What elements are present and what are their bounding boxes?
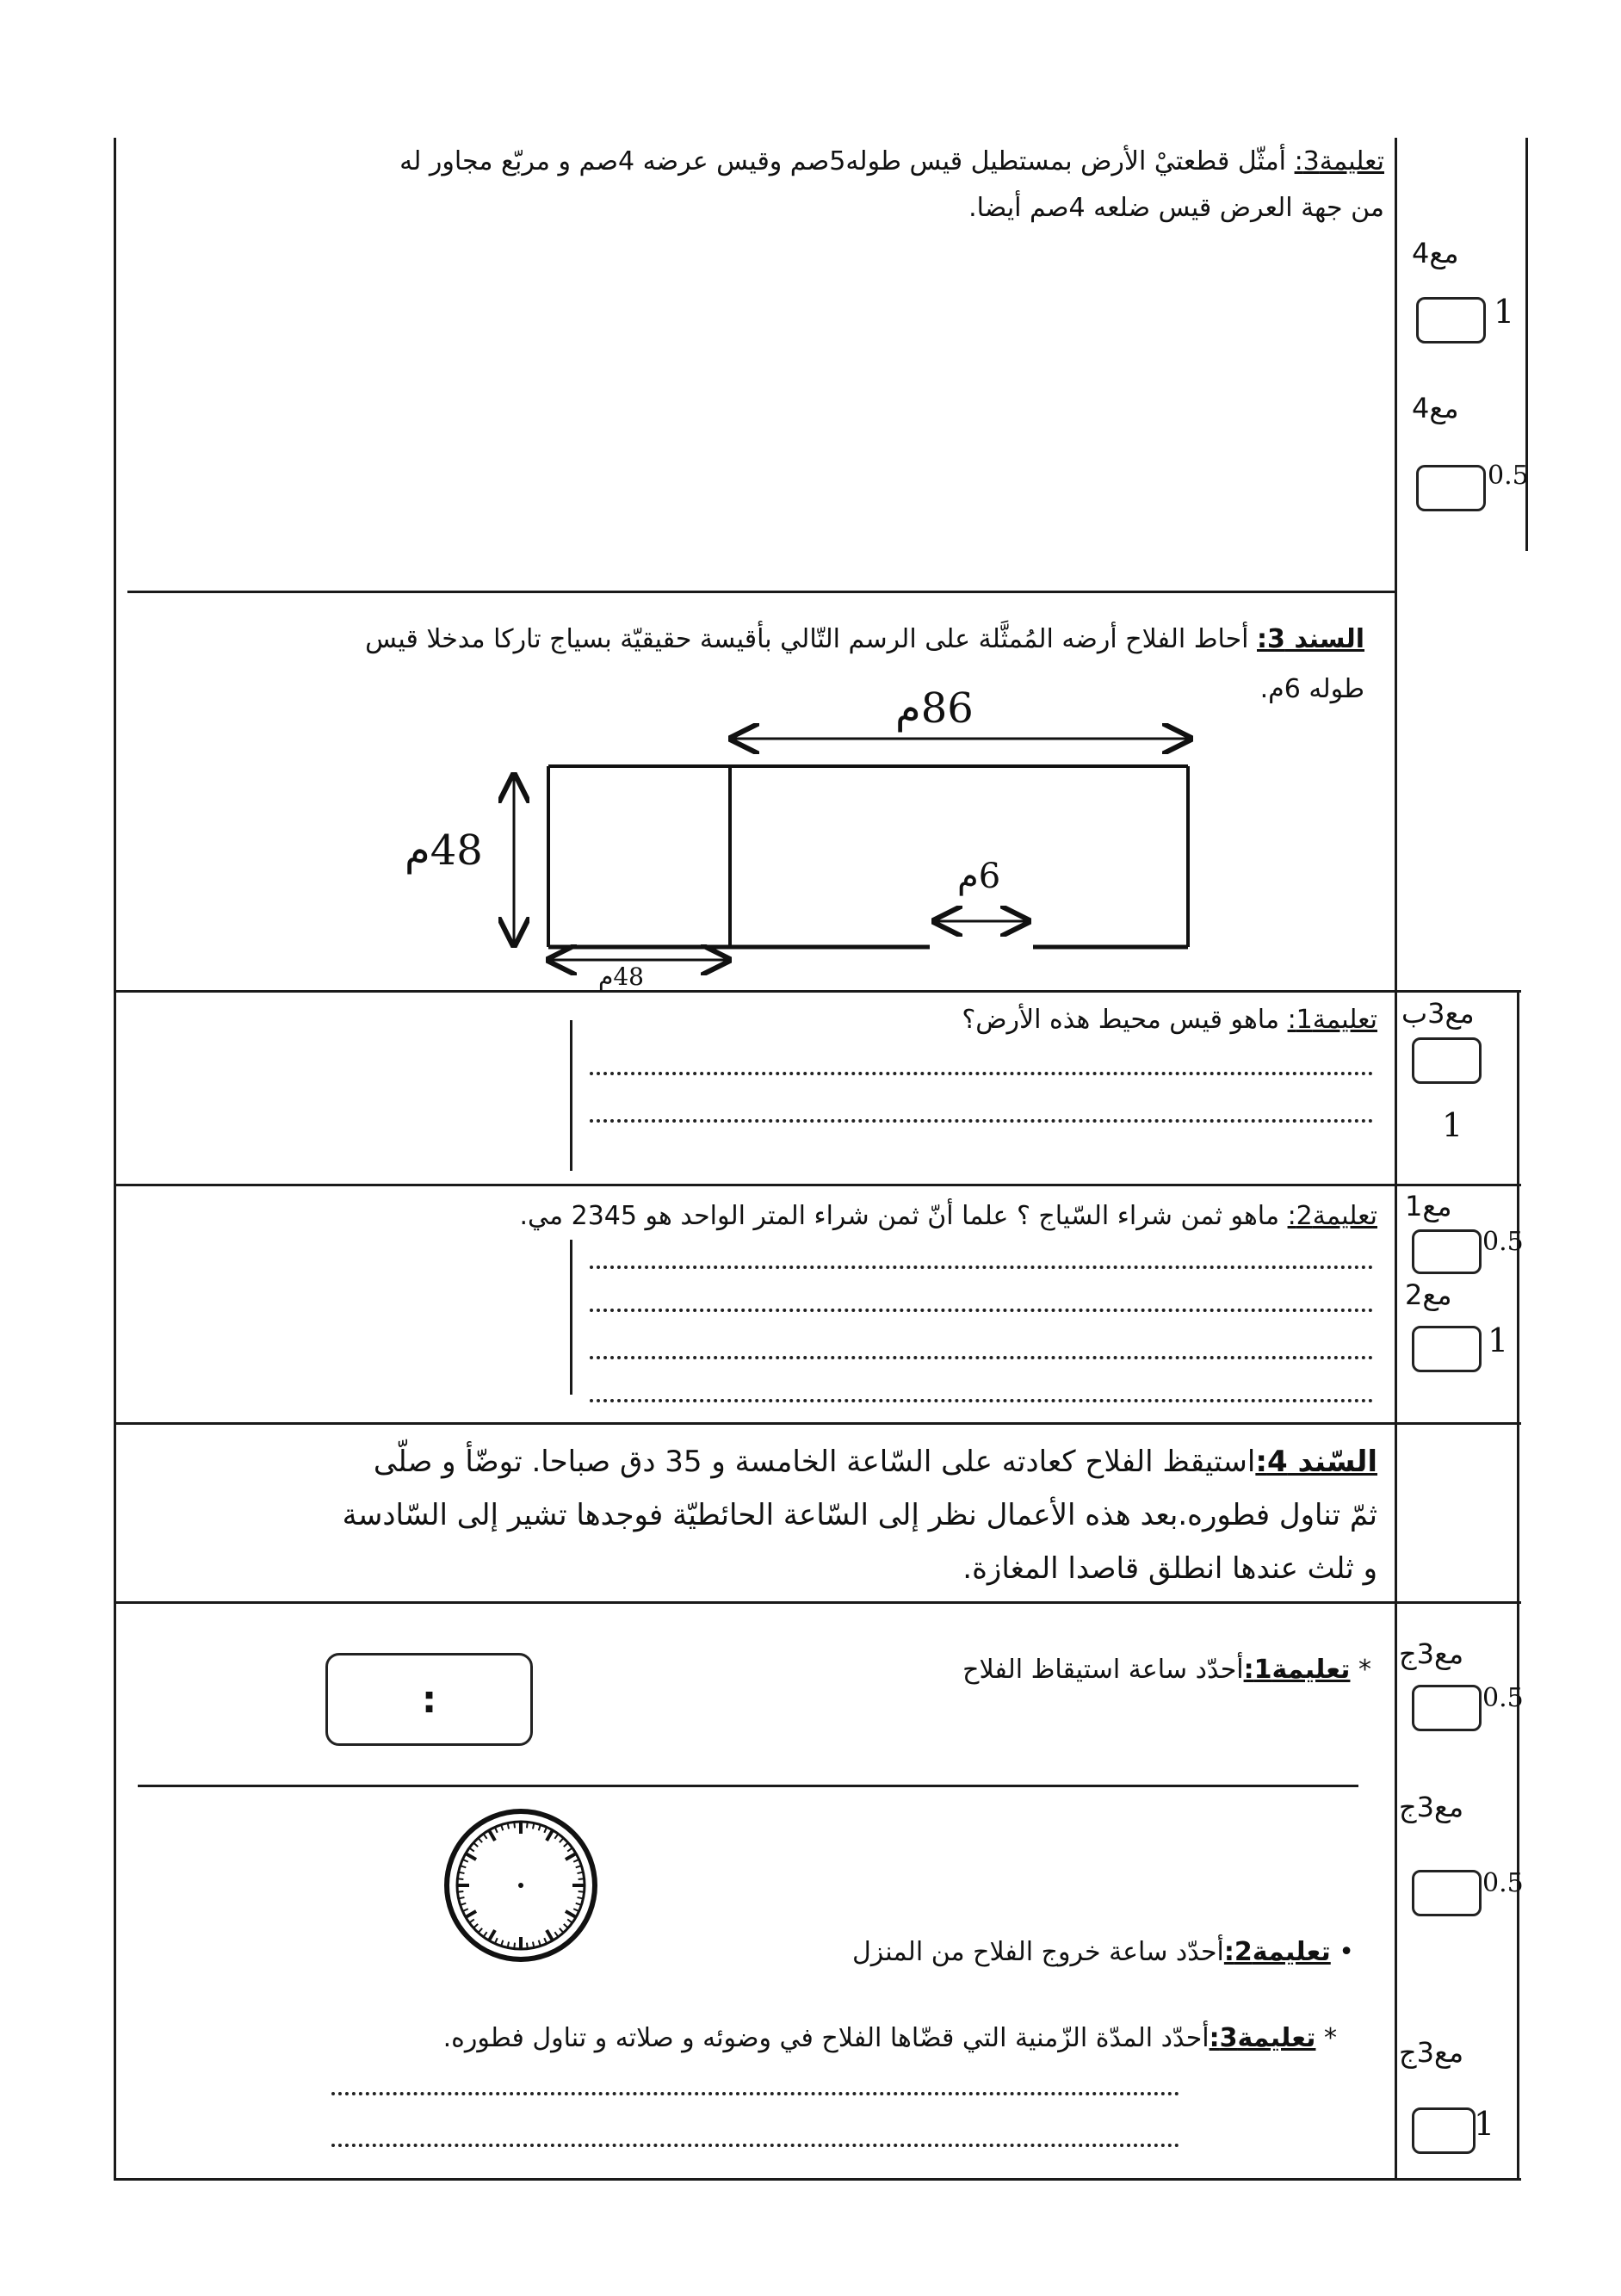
- margin-criterion-1: مع4: [1412, 237, 1459, 269]
- q2-score-2: 1: [1488, 1321, 1509, 1359]
- t1-text: أحدّد ساعة استيقاظ الفلاح: [962, 1655, 1244, 1685]
- q1-score-box[interactable]: [1412, 1037, 1482, 1084]
- land-diagram: [379, 702, 1222, 994]
- left-width-label: 48م: [405, 826, 483, 875]
- t1-score-box[interactable]: [1412, 1685, 1482, 1731]
- t3-answer-line-1[interactable]: [331, 2092, 1179, 2095]
- support4-label: السّند 4:: [1255, 1445, 1377, 1479]
- score-value-2: 0.5: [1488, 461, 1529, 491]
- task3-line2: من جهة العرض قيس ضلعه 4صم أيضا.: [968, 193, 1384, 223]
- q1-criterion: مع3ب: [1401, 997, 1475, 1030]
- q2-prefix: تعليمة2:: [1287, 1201, 1377, 1231]
- q2-answer-line-3[interactable]: [590, 1356, 1373, 1359]
- support4-line1: [374, 1436, 1377, 1488]
- q1-text: ماهو قيس محيط هذه الأرض؟: [962, 1005, 1288, 1035]
- clock-tick: [458, 1891, 463, 1892]
- t2-criterion: مع3ج: [1399, 1791, 1464, 1823]
- t1-bullet: *: [1358, 1655, 1371, 1685]
- support3-line1: [365, 616, 1364, 664]
- support4-line3: و ثلث عندها انطلق قاصدا المغازة.: [962, 1551, 1377, 1586]
- score-box-2[interactable]: [1416, 465, 1486, 511]
- wake-time-answer-box[interactable]: [325, 1653, 533, 1746]
- q1-prefix: تعليمة1:: [1287, 1005, 1377, 1035]
- clock-tick: [578, 1897, 583, 1898]
- clock-tick: [508, 1824, 509, 1829]
- clock-tick: [533, 1942, 534, 1947]
- support4-text: استيقظ الفلاح كعادته على السّاعة الخامسة و 35 دق صباحا. توضّأ و صلّى: [373, 1445, 1256, 1479]
- q2-criterion-2: مع2: [1405, 1278, 1452, 1311]
- t1-prefix: تعليمة1:: [1243, 1655, 1351, 1685]
- q2-line: [519, 1192, 1377, 1241]
- score-value-1: 1: [1494, 293, 1515, 331]
- gap-label: 6م: [957, 857, 1001, 896]
- task3-prefix: تعليمة3:: [1294, 146, 1384, 176]
- clock-tick: [458, 1878, 463, 1879]
- t2-text: أحدّد ساعة خروج الفلاح من المنزل: [851, 1937, 1224, 1967]
- separator-before-support4: [114, 1422, 1521, 1425]
- clock-tick: [578, 1878, 584, 1879]
- task3-line1: [399, 138, 1384, 186]
- q1-answer-divider: [570, 1020, 572, 1171]
- t2-score-box[interactable]: [1412, 1870, 1482, 1916]
- t2-score: 0.5: [1482, 1868, 1524, 1898]
- t3-score: 1: [1474, 2105, 1495, 2143]
- clock-tick: [527, 1823, 528, 1828]
- t3-criterion: مع3ج: [1399, 2036, 1464, 2069]
- clock-tick: [508, 1942, 509, 1947]
- t2-prefix: تعليمة2:: [1223, 1937, 1331, 1967]
- score-box-1[interactable]: [1416, 297, 1486, 343]
- clock-tick: [578, 1891, 584, 1892]
- t1-line: [962, 1646, 1371, 1694]
- q1-line: [962, 996, 1377, 1044]
- clock-tick: [460, 1897, 465, 1898]
- t3-text: أحدّد المدّة الزّمنية التي قضّاها الفلاح في وضوئه و صلاته و تناول فطوره.: [442, 2023, 1210, 2053]
- q1-answer-line-2[interactable]: [590, 1119, 1373, 1123]
- q2-score-box-1[interactable]: [1412, 1229, 1482, 1274]
- q1-answer-line-1[interactable]: [590, 1072, 1373, 1075]
- t2-line: [852, 1928, 1354, 1977]
- frame-bottom-border: [114, 2178, 1521, 2181]
- frame-left-border: [114, 138, 116, 2178]
- wall-clock[interactable]: [443, 1808, 598, 1963]
- t3-score-box[interactable]: [1412, 2107, 1476, 2154]
- t3-line: [443, 2014, 1337, 2063]
- clock-tick: [527, 1943, 528, 1948]
- q1-score: 1: [1442, 1106, 1463, 1144]
- t3-bullet: *: [1324, 2023, 1337, 2053]
- q2-criterion-1: مع1: [1405, 1190, 1452, 1222]
- separator-after-support4: [114, 1601, 1521, 1604]
- q2-score-box-2[interactable]: [1412, 1326, 1482, 1372]
- q2-answer-line-2[interactable]: [590, 1309, 1373, 1312]
- bottom-square-label: 48م: [598, 962, 644, 991]
- t2-bullet: •: [1339, 1937, 1354, 1967]
- support3-text: أحاط الفلاح أرضه المُمثَّلة على الرسم التّالي بأقيسة حقيقيّة بسياج تاركا مدخلا قيس: [365, 624, 1258, 654]
- support3-line2: طوله 6م.: [1259, 674, 1364, 704]
- support4-line2: ثمّ تناول فطوره.بعد هذه الأعمال نظر إلى السّاعة الحائطيّة فوجدها تشير إلى السّادسة: [342, 1498, 1377, 1532]
- clock-tick: [514, 1823, 515, 1828]
- q2-text: ماهو ثمن شراء السّياج ؟ علما أنّ ثمن شراء المتر الواحد هو 2345 مي.: [519, 1201, 1288, 1231]
- top-length-label: 86م: [895, 684, 974, 733]
- margin-criterion-2: مع4: [1412, 392, 1459, 424]
- clock-tick: [460, 1872, 465, 1873]
- support3-label: السند 3:: [1257, 624, 1364, 654]
- clock-tick: [533, 1824, 534, 1829]
- separator-before-q2: [114, 1184, 1521, 1186]
- t1-score: 0.5: [1482, 1683, 1524, 1713]
- t1-criterion: مع3ج: [1399, 1637, 1464, 1670]
- q2-answer-line-4[interactable]: [590, 1399, 1373, 1402]
- t3-answer-line-2[interactable]: [331, 2144, 1179, 2147]
- separator-after-t1: [138, 1785, 1358, 1787]
- frame-main-right-border: [1395, 138, 1397, 2178]
- clock-tick: [578, 1872, 583, 1873]
- task3-text: أمثّل قطعتيْ الأرض بمستطيل قيس طوله5صم وقيس عرضه 4صم و مربّع مجاور له: [399, 146, 1295, 176]
- q2-answer-divider: [570, 1240, 572, 1395]
- t3-prefix: تعليمة3:: [1209, 2023, 1316, 2053]
- q2-score-1: 0.5: [1482, 1227, 1524, 1257]
- q2-answer-line-1[interactable]: [590, 1266, 1373, 1269]
- separator-before-support3: [127, 591, 1395, 593]
- frame-outer-right-border-lower: [1517, 990, 1519, 2178]
- wake-time-colon: :: [421, 1677, 437, 1722]
- clock-tick: [514, 1943, 515, 1948]
